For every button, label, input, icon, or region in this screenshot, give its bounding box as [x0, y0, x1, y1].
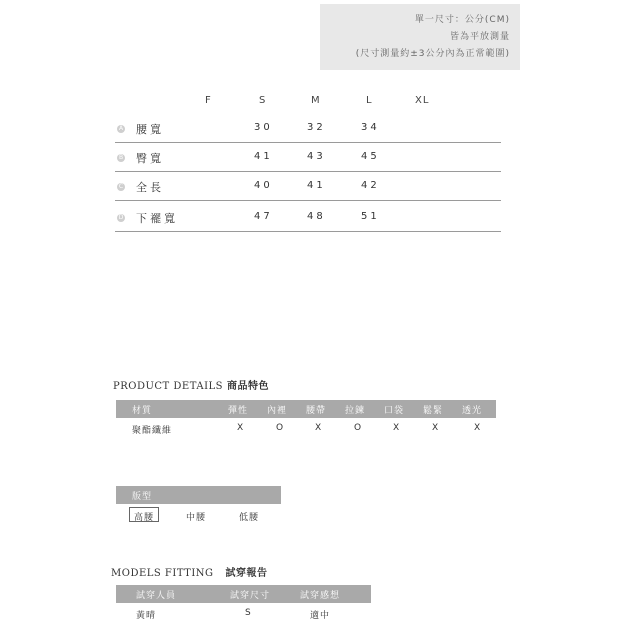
- value-pocket: X: [393, 423, 401, 433]
- model-feedback: 適中: [310, 611, 331, 621]
- marker-d-icon: D: [118, 214, 124, 221]
- cell-m: 41: [307, 180, 326, 191]
- header-feedback: 試穿感想: [300, 591, 341, 601]
- size-header-m: M: [311, 95, 321, 106]
- row-label: 全長: [136, 181, 164, 194]
- row-label: 臀寬: [136, 152, 164, 165]
- waist-option-high: 高腰: [134, 513, 155, 523]
- value-elasticity: X: [237, 423, 245, 433]
- value-material: 聚酯纖維: [132, 426, 173, 436]
- product-details-title-zh: 商品特色: [227, 381, 270, 392]
- size-row-hip: [115, 143, 501, 172]
- cell-s: 40: [254, 180, 273, 191]
- models-fitting-title: [111, 564, 268, 579]
- fit-header-bar: [116, 486, 281, 504]
- cell-s: 47: [254, 211, 273, 222]
- marker-a-icon: A: [118, 125, 124, 132]
- cell-l: 34: [361, 122, 380, 133]
- marker-b-icon: B: [118, 154, 124, 161]
- size-row-hem: [115, 203, 501, 232]
- cell-s: 30: [254, 122, 273, 133]
- header-zipper: 拉鍊: [345, 406, 366, 416]
- value-elastic-waist: X: [432, 423, 440, 433]
- size-header-s: S: [259, 95, 267, 106]
- header-belt: 腰帶: [306, 406, 327, 416]
- row-label: 腰寬: [136, 123, 164, 136]
- waist-option-mid: 中腰: [186, 513, 207, 523]
- value-sheer: X: [474, 423, 482, 433]
- models-fitting-header-bar: [116, 585, 371, 603]
- unit-note-line3: (尺寸測量約±3公分內為正常範圍): [355, 49, 510, 59]
- size-header-xl: XL: [415, 95, 430, 106]
- cell-m: 48: [307, 211, 326, 222]
- fit-header: 版型: [132, 492, 153, 502]
- size-header-f: F: [205, 95, 212, 106]
- cell-l: 42: [361, 180, 380, 191]
- header-elastic-waist: 鬆緊: [423, 406, 444, 416]
- header-elasticity: 彈性: [228, 406, 249, 416]
- size-header-l: L: [366, 95, 373, 106]
- header-pocket: 口袋: [384, 406, 405, 416]
- cell-m: 32: [307, 122, 326, 133]
- product-details-title-en: PRODUCT DETAILS: [113, 381, 224, 392]
- models-fitting-title-zh: 試穿報告: [225, 568, 268, 579]
- product-details-title: [113, 377, 269, 392]
- row-label: 下襬寬: [136, 212, 178, 225]
- models-fitting-title-en: MODELS FITTING: [111, 568, 214, 579]
- value-lining: O: [276, 423, 285, 433]
- header-model: 試穿人員: [136, 591, 177, 601]
- cell-l: 45: [361, 151, 380, 162]
- cell-m: 43: [307, 151, 326, 162]
- cell-l: 51: [361, 211, 380, 222]
- unit-note-line2: 皆為平放測量: [449, 32, 510, 42]
- model-size: S: [245, 608, 252, 618]
- value-belt: X: [315, 423, 323, 433]
- header-sheer: 透光: [462, 406, 483, 416]
- header-size: 試穿尺寸: [230, 591, 271, 601]
- unit-note-box: [320, 4, 520, 70]
- cell-s: 41: [254, 151, 273, 162]
- waist-option-low: 低腰: [239, 513, 260, 523]
- size-row-waist: [115, 114, 501, 143]
- size-row-length: [115, 172, 501, 201]
- unit-note-line1: 單一尺寸：公分(CM): [414, 15, 510, 25]
- header-material: 材質: [132, 406, 153, 416]
- header-lining: 內裡: [267, 406, 288, 416]
- marker-c-icon: C: [118, 183, 124, 190]
- product-details-header-bar: [116, 400, 496, 418]
- model-name: 黃晴: [136, 611, 157, 621]
- value-zipper: O: [354, 423, 363, 433]
